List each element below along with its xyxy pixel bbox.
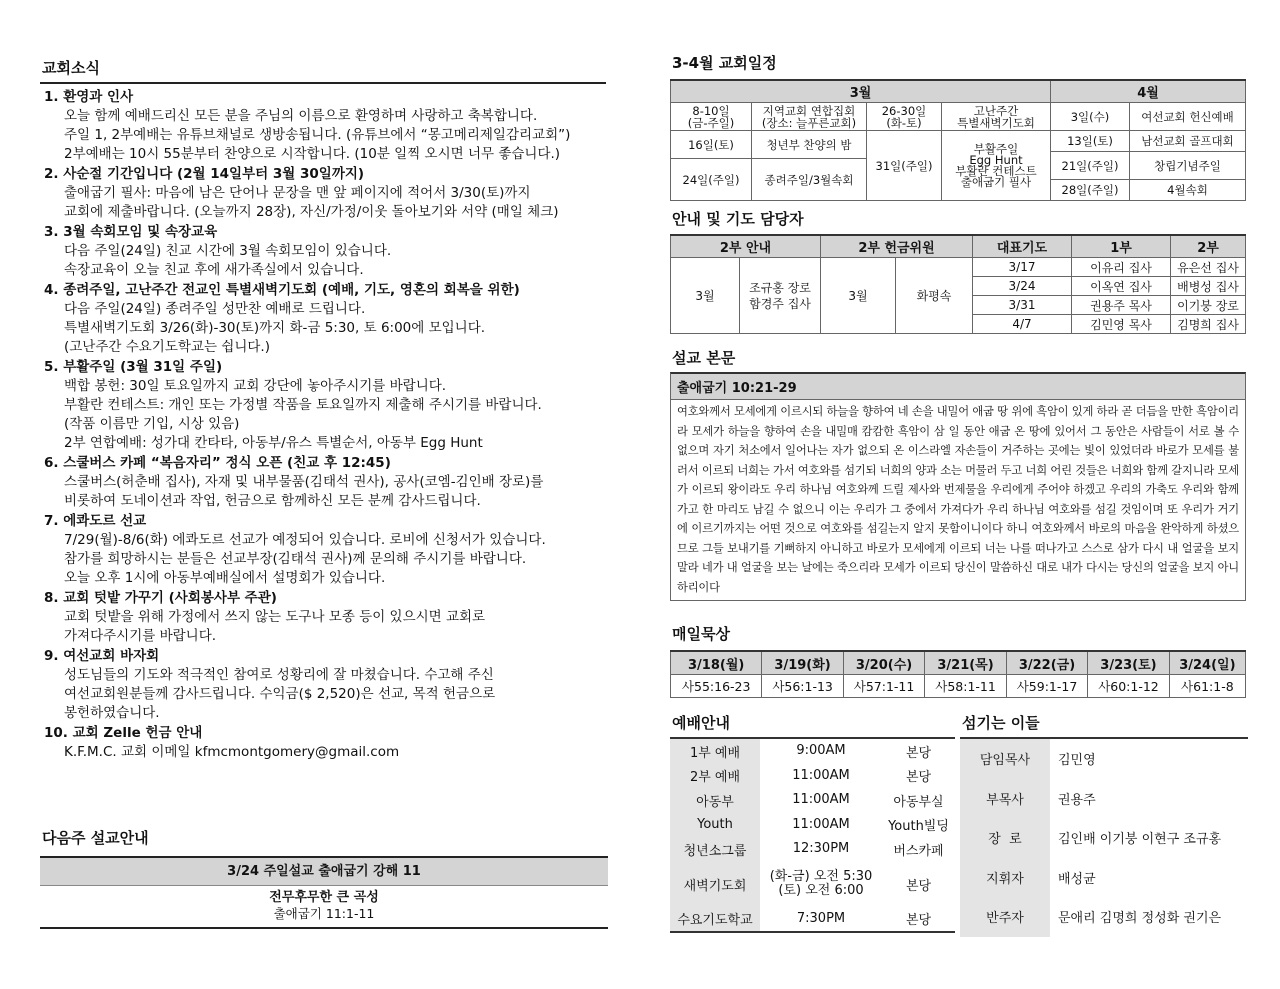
news-item-heading: 2. 사순절 기간입니다 (2월 14일부터 3월 30일까지) bbox=[44, 166, 365, 182]
worship-time: 11:00AM bbox=[792, 792, 850, 808]
worship-time: 9:00AM bbox=[796, 743, 846, 759]
schedule-april-event: 창립기념주일 bbox=[1130, 152, 1246, 180]
news-item bbox=[40, 454, 608, 511]
schedule-section bbox=[670, 52, 1248, 201]
meditation-date: 3/18(월) bbox=[671, 651, 762, 675]
schedule-april-date: 3일(수) bbox=[1051, 103, 1130, 131]
worship-section bbox=[670, 712, 955, 933]
meditation-date: 3/23(토) bbox=[1088, 651, 1169, 675]
schedule-table bbox=[670, 79, 1246, 201]
meditation-reference: 사59:1-17 bbox=[1006, 675, 1087, 698]
schedule-april-event: 4월속회 bbox=[1130, 180, 1246, 201]
news-item-line: 오늘 오후 1시에 아동부예배실에서 설명회가 있습니다. bbox=[64, 570, 386, 586]
schedule-cell: 지역교회 연합집회 (장소: 늘푸른교회) bbox=[752, 103, 867, 131]
sermon-reference: 출애굽기 10:21-29 bbox=[671, 374, 1245, 400]
news-item-line: 비롯하여 도네이션과 작업, 헌금으로 함께하신 모든 분께 감사드립니다. bbox=[64, 493, 481, 509]
next-sermon-title-text: 전무후무한 큰 곡성 bbox=[269, 890, 379, 905]
duty-second: 이기붕 장로 bbox=[1171, 296, 1246, 315]
worship-name: 수요기도학교 bbox=[670, 907, 760, 933]
schedule-cell: 26-30일 (화-토) bbox=[867, 103, 942, 131]
duty-prayer-date: 4/7 bbox=[973, 315, 1072, 334]
news-title: 교회소식 bbox=[42, 59, 100, 77]
worship-time: (화-금) 오전 5:30 (토) 오전 6:00 bbox=[769, 869, 873, 898]
news-item-heading: 10. 교회 Zelle 헌금 안내 bbox=[44, 725, 203, 741]
news-item bbox=[40, 88, 608, 164]
schedule-cell: 16일(토) bbox=[671, 131, 752, 159]
duty-guide-month: 3월 bbox=[671, 258, 740, 334]
schedule-april-date: 21일(주일) bbox=[1051, 152, 1130, 180]
schedule-april-event: 남선교회 골프대회 bbox=[1130, 131, 1246, 152]
server-role: 담임목사 bbox=[960, 738, 1050, 779]
worship-row bbox=[670, 788, 955, 813]
news-item-line: 백합 봉헌: 30일 토요일까지 교회 강단에 놓아주시기를 바랍니다. bbox=[64, 378, 447, 394]
duty-header: 2부 bbox=[1171, 235, 1246, 258]
news-item-line: 2부 연합예배: 성가대 칸타타, 아동부/유스 특별순서, 아동부 Egg Hunt bbox=[64, 435, 483, 451]
news-header bbox=[40, 57, 606, 84]
worship-place: 본당 bbox=[905, 770, 932, 786]
next-sermon-box bbox=[40, 856, 608, 929]
duty-header: 1부 bbox=[1072, 235, 1171, 258]
worship-name: 청년소그룹 bbox=[670, 837, 760, 862]
news-item bbox=[40, 223, 608, 280]
server-names: 권용주 bbox=[1058, 792, 1096, 808]
next-sermon-title: 다음주 설교안내 bbox=[42, 829, 149, 847]
duty-second: 김명희 집사 bbox=[1171, 315, 1246, 334]
worship-place: 본당 bbox=[905, 878, 932, 894]
news-item-heading: 1. 환영과 인사 bbox=[44, 89, 134, 105]
worship-time: 7:30PM bbox=[796, 910, 846, 926]
duty-first: 이유리 집사 bbox=[1072, 258, 1171, 277]
sermon-section bbox=[670, 347, 1246, 601]
worship-row bbox=[670, 764, 955, 789]
worship-place: 본당 bbox=[905, 745, 932, 761]
worship-time: 12:30PM bbox=[792, 841, 850, 857]
news-item-line: 주일 1, 2부예배는 유튜브채널로 생방송됩니다. (유튜브에서 “몽고메리제일감리교회”) bbox=[64, 127, 571, 143]
server-names: 문애리 김명희 정성화 권기은 bbox=[1058, 911, 1222, 927]
meditation-date: 3/24(일) bbox=[1169, 651, 1245, 675]
schedule-cell: 고난주간 특별새벽기도회 bbox=[942, 103, 1051, 131]
schedule-march-header: 3월 bbox=[671, 80, 1051, 103]
news-item-line: (작품 이름만 기입, 시상 있음) bbox=[64, 416, 240, 432]
duty-header: 2부 안내 bbox=[671, 235, 821, 258]
server-role: 장 로 bbox=[960, 818, 1050, 858]
schedule-cell: 부활주일 Egg Hunt 부활란 컨테스트 출애굽기 필사 bbox=[942, 131, 1051, 201]
news-item bbox=[40, 724, 608, 762]
worship-name: 2부 예배 bbox=[670, 764, 760, 789]
meditation-title: 매일묵상 bbox=[672, 625, 730, 643]
meditation-section bbox=[670, 623, 1248, 698]
meditation-reference: 사55:16-23 bbox=[671, 675, 762, 698]
news-item bbox=[40, 165, 608, 222]
servers-section bbox=[960, 712, 1248, 937]
worship-place: 아동부실 bbox=[893, 794, 944, 810]
duty-offering-month: 3월 bbox=[821, 258, 896, 334]
meditation-reference: 사61:1-8 bbox=[1169, 675, 1245, 698]
news-item bbox=[40, 647, 608, 723]
schedule-title: 3-4월 교회일정 bbox=[672, 54, 777, 72]
duty-second: 유은선 집사 bbox=[1171, 258, 1246, 277]
news-item-line: 출애굽기 필사: 마음에 남은 단어나 문장을 맨 앞 페이지에 적어서 3/30(토)까지 bbox=[64, 185, 531, 201]
duty-guide-names: 조규홍 장로 함경주 집사 bbox=[740, 258, 821, 334]
worship-row bbox=[670, 907, 955, 933]
next-sermon-header: 3/24 주일설교 출애굽기 강해 11 bbox=[40, 858, 608, 886]
duty-first: 이옥연 집사 bbox=[1072, 277, 1171, 296]
worship-row bbox=[670, 837, 955, 862]
servers-title: 섬기는 이들 bbox=[962, 714, 1040, 732]
server-row bbox=[960, 779, 1248, 819]
duty-section bbox=[670, 208, 1248, 334]
news-item-line: 교회에 제출바랍니다. (오늘까지 28장), 자신/가정/이웃 돌아보기와 서약 (매일 체크) bbox=[64, 204, 559, 220]
duty-header: 2부 헌금위원 bbox=[821, 235, 973, 258]
server-names: 김민영 bbox=[1058, 753, 1096, 769]
worship-name: 아동부 bbox=[670, 788, 760, 813]
schedule-cell: 24일(주일) bbox=[671, 159, 752, 201]
server-names: 김인배 이기붕 이현구 조규홍 bbox=[1058, 832, 1222, 848]
duty-prayer-date: 3/17 bbox=[973, 258, 1072, 277]
meditation-date: 3/21(목) bbox=[925, 651, 1006, 675]
servers-table bbox=[960, 737, 1248, 937]
news-item-line: 7/29(월)-8/6(화) 에콰도르 선교가 예정되어 있습니다. 로비에 신청서가 있습니다. bbox=[64, 532, 546, 548]
duty-first: 김민영 목사 bbox=[1072, 315, 1171, 334]
left-column bbox=[40, 0, 608, 921]
news-item-line: 속장교육이 오늘 친교 후에 새가족실에서 있습니다. bbox=[64, 262, 364, 278]
news-item-line: K.F.M.C. 교회 이메일 kfmcmontgomery@gmail.com bbox=[64, 744, 400, 760]
worship-place: Youth빌딩 bbox=[888, 819, 949, 835]
news-item-line: (고난주간 수요기도학교는 쉽니다.) bbox=[64, 339, 270, 355]
news-item-line: 다음 주일(24일) 종려주일 성만찬 예배로 드립니다. bbox=[64, 301, 366, 317]
news-item-line: 참가를 희망하시는 분들은 선교부장(김태석 권사)께 문의해 주시기를 바랍니다. bbox=[64, 551, 527, 567]
schedule-cell: 종려주일/3월속회 bbox=[752, 159, 867, 201]
server-role: 반주자 bbox=[960, 897, 1050, 937]
news-item-line: 오늘 함께 예배드리신 모든 분을 주님의 이름으로 환영하며 사랑하고 축복합니다. bbox=[64, 108, 538, 124]
schedule-cell: 31일(주일) bbox=[867, 131, 942, 201]
worship-name: Youth bbox=[670, 813, 760, 838]
server-role: 지휘자 bbox=[960, 858, 1050, 898]
news-item bbox=[40, 589, 608, 646]
worship-name: 새벽기도회 bbox=[670, 862, 760, 907]
news-item-line: 다음 주일(24일) 친교 시간에 3월 속회모임이 있습니다. bbox=[64, 243, 392, 259]
worship-time: 11:00AM bbox=[792, 816, 850, 832]
sermon-title: 설교 본문 bbox=[672, 349, 736, 367]
news-item-line: 2부예배는 10시 55분부터 찬양으로 시작합니다. (10분 일찍 오시면 너무 좋습니다.) bbox=[64, 146, 561, 162]
news-item-line: 봉헌하였습니다. bbox=[64, 705, 160, 721]
server-row bbox=[960, 858, 1248, 898]
meditation-table bbox=[670, 650, 1246, 698]
worship-row bbox=[670, 738, 955, 764]
news-item-line: 특별새벽기도회 3/26(화)-30(토)까지 화-금 5:30, 토 6:00에 모입니다. bbox=[64, 320, 486, 336]
news-item-line: 여선교회원분들께 감사드립니다. 수익금($ 2,520)은 선교, 목적 헌금으로 bbox=[64, 686, 496, 702]
news-item-heading: 4. 종려주일, 고난주간 전교인 특별새벽기도회 (예배, 기도, 영혼의 회복을 위한) bbox=[44, 282, 520, 298]
worship-row bbox=[670, 813, 955, 838]
worship-row bbox=[670, 862, 955, 907]
schedule-april-date: 28일(주일) bbox=[1051, 180, 1130, 201]
news-list bbox=[40, 84, 608, 762]
duty-offering-group: 화평속 bbox=[896, 258, 973, 334]
schedule-april-header: 4월 bbox=[1051, 80, 1246, 103]
news-item-line: 교회 텃밭을 위해 가정에서 쓰지 않는 도구나 모종 등이 있으시면 교회로 bbox=[64, 609, 486, 625]
news-item-heading: 6. 스쿨버스 카페 “복음자리” 정식 오픈 (친교 후 12:45) bbox=[44, 455, 391, 471]
server-names: 배성균 bbox=[1058, 871, 1096, 887]
meditation-date: 3/19(화) bbox=[762, 651, 843, 675]
news-item-heading: 9. 여선교회 바자회 bbox=[44, 648, 160, 664]
news-item-line: 부활란 컨테스트: 개인 또는 가정별 작품을 토요일까지 제출해 주시기를 바랍니다. bbox=[64, 397, 542, 413]
meditation-reference: 사60:1-12 bbox=[1088, 675, 1169, 698]
server-row bbox=[960, 897, 1248, 937]
news-item-line: 스쿨버스(허춘배 집사), 자재 및 내부물품(김태석 권사), 공사(코엠-김인배 장로)를 bbox=[64, 474, 544, 490]
worship-time: 11:00AM bbox=[792, 767, 850, 783]
next-sermon-section bbox=[40, 827, 608, 929]
schedule-april-date: 13일(토) bbox=[1051, 131, 1130, 152]
server-role: 부목사 bbox=[960, 779, 1050, 819]
worship-place: 버스카페 bbox=[893, 843, 944, 859]
news-item-line: 가져다주시기를 바랍니다. bbox=[64, 628, 217, 644]
meditation-date: 3/22(금) bbox=[1006, 651, 1087, 675]
sermon-box bbox=[670, 372, 1246, 601]
news-item-heading: 3. 3월 속회모임 및 속장교육 bbox=[44, 224, 218, 240]
news-item-heading: 8. 교회 텃밭 가꾸기 (사회봉사부 주관) bbox=[44, 590, 277, 606]
meditation-date: 3/20(수) bbox=[843, 651, 924, 675]
duty-title: 안내 및 기도 담당자 bbox=[672, 210, 804, 228]
sermon-text: 여호와께서 모세에게 이르시되 하늘을 향하여 네 손을 내밀어 애굽 땅 위에 흑암이 있게 하라 곧 더듬을 만한 흑암이리라 모세가 하늘을 향하여 손을 내밀매 캄캄한 흑암이 삼 일 동안 애굽 온 땅에 있어서 그 동안은 사람들이 서로 볼 수 없으며 자기 처소에서 일어나는 자가 없으되 온 이스라엘 자손들이 거주하는 곳에는 빛이 있었더라 바로가 모세를 불러서 이르되 너희는 가서 여호와를 섬기되 너희의 양과 소는 머물러 두고 너희 어린 것들은 너희와 함께 갈지니라 모세가 이르되 왕이라도 우리 하나님 여호와께 드릴 제사와 번제물을 우리에게 주어야 하겠고 우리의 가축도 우리와 함께 가고 한 마리도 남길 수 없으니 이는 우리가 그 중에서 가져다가 우리 하나님 여호와를 섬길 것임이며 또 우리가 거기에 이르기까지는 어떤 것으로 여호와를 섬길는지 알지 못함이니이다 하니 여호와께서 바로의 마음을 완악하게 하셨으므로 그들 보내기를 기뻐하지 아니하고 바로가 모세에게 이르되 너는 나를 떠나가고 스스로 삼가 다시 내 얼굴을 보지 말라 네가 내 얼굴을 보는 날에는 죽으리라 모세가 이르되 당신이 말씀하신 대로 내가 다시는 당신의 얼굴을 보지 아니하리이다 bbox=[677, 405, 1239, 594]
duty-header: 대표기도 bbox=[973, 235, 1072, 258]
worship-name: 1부 예배 bbox=[670, 738, 760, 764]
duty-first: 권용주 목사 bbox=[1072, 296, 1171, 315]
news-item bbox=[40, 281, 608, 357]
worship-place: 본당 bbox=[905, 913, 932, 929]
meditation-reference: 사57:1-11 bbox=[843, 675, 924, 698]
news-item-heading: 7. 에콰도르 선교 bbox=[44, 513, 147, 529]
duty-prayer-date: 3/31 bbox=[973, 296, 1072, 315]
server-row bbox=[960, 818, 1248, 858]
next-sermon-scripture: 출애굽기 11:1-11 bbox=[273, 906, 375, 921]
schedule-cell: 8-10일 (금-주일) bbox=[671, 103, 752, 131]
meditation-reference: 사56:1-13 bbox=[762, 675, 843, 698]
duty-prayer-date: 3/24 bbox=[973, 277, 1072, 296]
news-item-line: 성도님들의 기도와 적극적인 참여로 성황리에 잘 마쳤습니다. 수고해 주신 bbox=[64, 667, 494, 683]
meditation-reference: 사58:1-11 bbox=[925, 675, 1006, 698]
schedule-cell: 청년부 찬양의 밤 bbox=[752, 131, 867, 159]
duty-second: 배병성 집사 bbox=[1171, 277, 1246, 296]
worship-title: 예배안내 bbox=[672, 714, 730, 732]
server-row bbox=[960, 738, 1248, 779]
schedule-april-event: 여선교회 헌신예배 bbox=[1130, 103, 1246, 131]
news-item bbox=[40, 358, 608, 453]
duty-table bbox=[670, 234, 1246, 334]
news-item bbox=[40, 512, 608, 588]
news-item-heading: 5. 부활주일 (3월 31일 주일) bbox=[44, 359, 223, 375]
worship-table bbox=[670, 737, 955, 933]
